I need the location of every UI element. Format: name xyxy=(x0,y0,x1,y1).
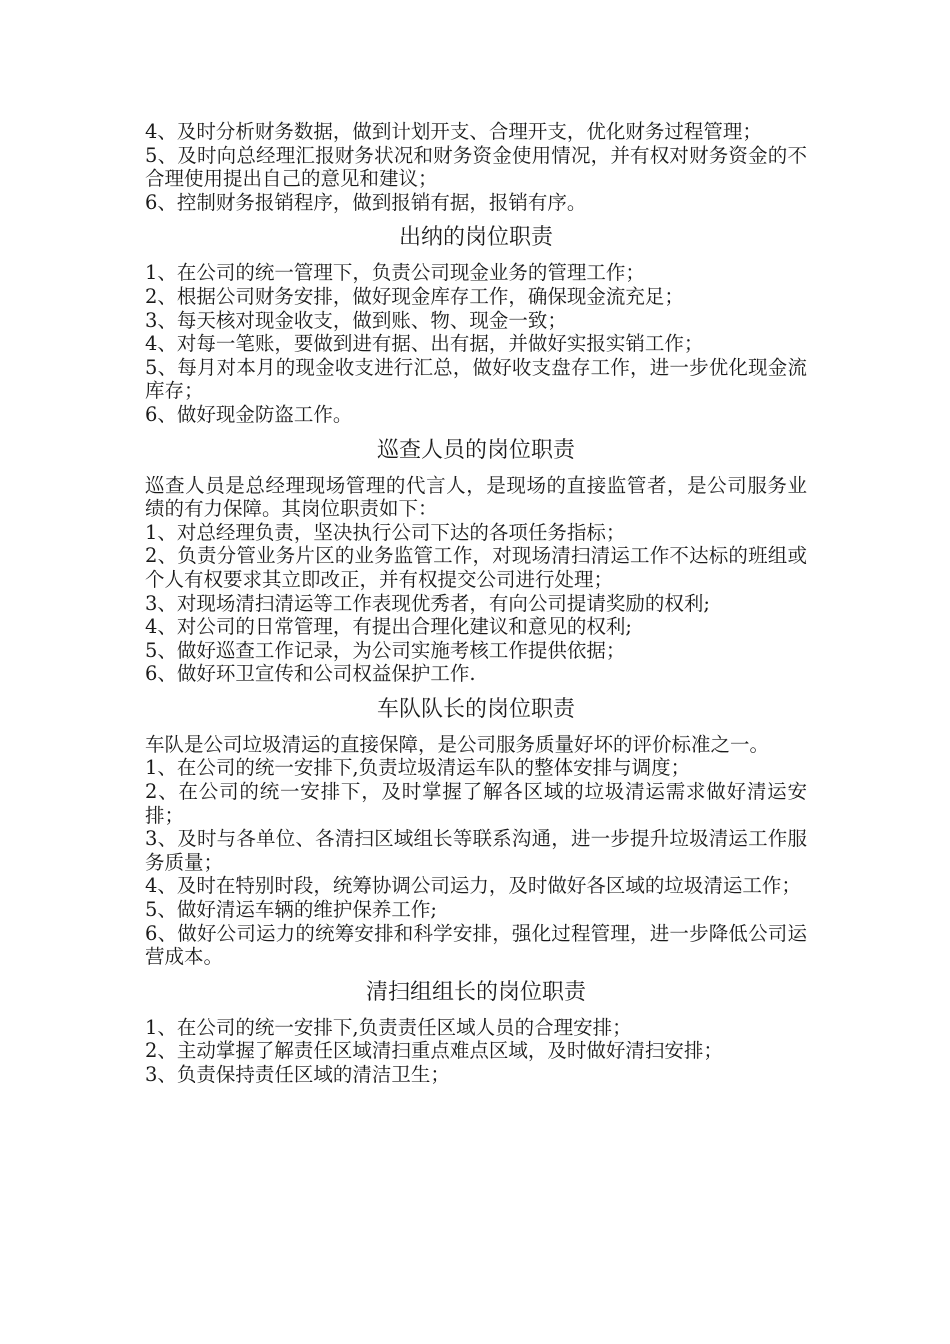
section-inspector xyxy=(145,438,807,686)
list-item: 6、做好现金防盗工作。 xyxy=(145,402,353,426)
paragraph: 巡查人员是总经理现场管理的代言人，是现场的直接监管者，是公司服务业绩的有力保障。其岗位职责如下： xyxy=(145,473,807,521)
list-item: 1、在公司的统一安排下,负责垃圾清运车队的整体安排与调度； xyxy=(145,756,691,780)
section-title: 出纳的岗位职责 xyxy=(398,225,553,251)
list-item: 2、根据公司财务安排，做好现金库存工作，确保现金流充足； xyxy=(145,284,684,308)
list-item: 6、控制财务报销程序，做到报销有据，报销有序。 xyxy=(145,190,587,214)
list-item: 4、对公司的日常管理，有提出合理化建议和意见的权利; xyxy=(145,615,632,639)
list-item: 3、及时与各单位、各清扫区域组长等联系沟通，进一步提升垃圾清运工作服务质量； xyxy=(145,827,807,874)
list-item: 4、对每一笔账，要做到进有据、出有据，并做好实报实销工作； xyxy=(145,332,704,356)
section-title: 车队队长的岗位职责 xyxy=(376,696,575,722)
list-item: 2、主动掌握了解责任区域清扫重点难点区域，及时做好清扫安排； xyxy=(145,1039,723,1063)
list-item: 4、及时在特别时段，统筹协调公司运力，及时做好各区域的垃圾清运工作； xyxy=(145,874,801,898)
list-item: 1、在公司的统一安排下,负责责任区域人员的合理安排； xyxy=(145,1015,632,1039)
section-fleet-captain xyxy=(145,697,807,969)
list-item: 5、做好清运车辆的维护保养工作; xyxy=(145,898,437,922)
paragraph: 车队是公司垃圾清运的直接保障，是公司服务质量好坏的评价标准之一。 xyxy=(145,732,770,756)
list-item: 3、负责保持责任区域的清洁卫生； xyxy=(145,1063,450,1086)
section-cashier xyxy=(145,225,807,426)
list-item: 1、对总经理负责，坚决执行公司下达的各项任务指标； xyxy=(145,520,626,544)
list-item: 5、做好巡查工作记录，为公司实施考核工作提供依据； xyxy=(145,638,626,662)
list-item: 4、及时分析财务数据，做到计划开支、合理开支，优化财务过程管理； xyxy=(145,120,762,143)
section-title: 巡查人员的岗位职责 xyxy=(376,437,575,463)
list-item: 3、每天核对现金收支，做到账、物、现金一致； xyxy=(145,308,567,332)
intro-section xyxy=(145,120,807,214)
list-item: 1、在公司的统一管理下，负责公司现金业务的管理工作； xyxy=(145,261,645,285)
list-item: 6、做好公司运力的统筹安排和科学安排，强化过程管理，进一步降低公司运营成本。 xyxy=(145,921,807,969)
section-title: 清扫组组长的岗位职责 xyxy=(365,979,586,1005)
document-page xyxy=(145,120,807,1087)
list-item: 3、对现场清扫清运等工作表现优秀者，有向公司提请奖励的权利; xyxy=(145,591,710,615)
list-item: 2、负责分管业务片区的业务监管工作，对现场清扫清运工作不达标的班组或个人有权要求其立即改正，并有权提交公司进行处理； xyxy=(145,544,807,591)
list-item: 2、在公司的统一安排下，及时掌握了解各区域的垃圾清运需求做好清运安排； xyxy=(145,780,807,827)
section-cleaning-leader xyxy=(145,980,807,1087)
list-item: 5、每月对本月的现金收支进行汇总，做好收支盘存工作，进一步优化现金流库存； xyxy=(145,355,807,403)
list-item: 6、做好环卫宣传和公司权益保护工作. xyxy=(145,662,476,686)
list-item: 5、及时向总经理汇报财务状况和财务资金使用情况，并有权对财务资金的不合理使用提出自己的意见和建议； xyxy=(145,143,807,191)
